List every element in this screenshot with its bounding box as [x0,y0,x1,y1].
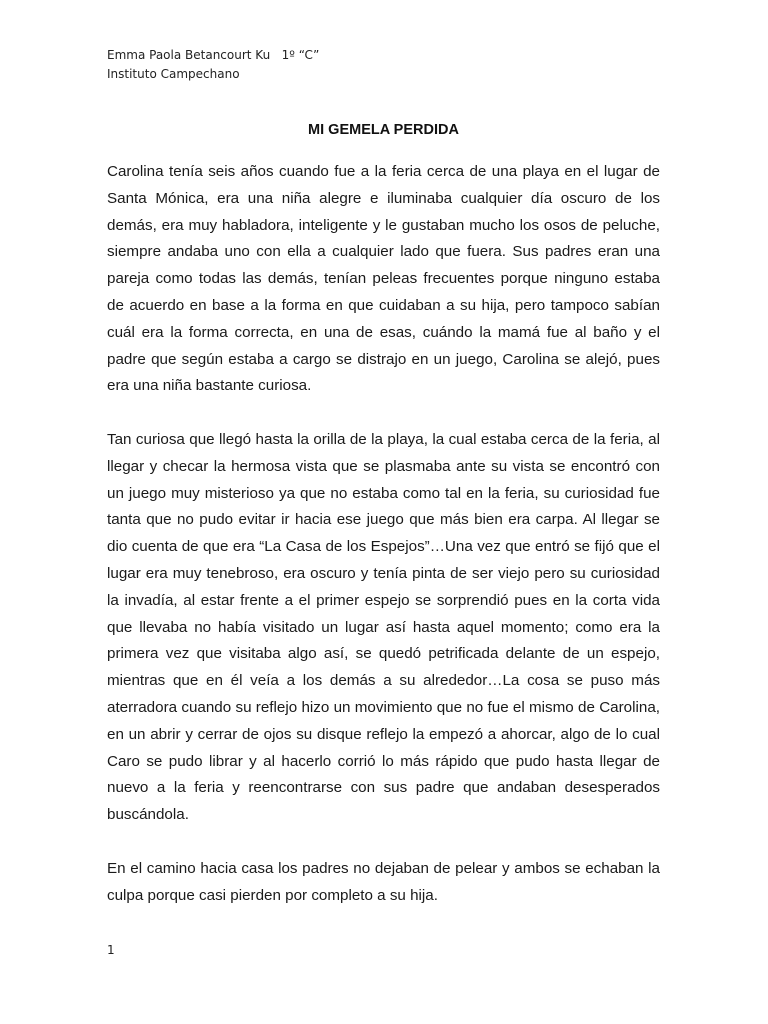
document-title: MI GEMELA PERDIDA [308,122,459,138]
document-body [107,159,660,936]
author-line: Emma Paola Betancourt Ku 1º “C” [107,48,320,62]
paragraph-1: Carolina tenía seis años cuando fue a la feria cerca de una playa en el lugar de Santa Mónica, era una niña alegre e iluminaba cualquier día oscuro de los demás, era muy habladora, inteligente y le gustaban mucho los osos de peluche, siempre andaba uno con ella a cualquier lado que fuera. Sus padres eran una pareja como todas las demás, tenían peleas frecuentes porque ninguno estaba de acuerdo en base a la forma en que cuidaban a su hija, pero tampoco sabían cuál era la forma correcta, en una de esas, cuándo la mamá fue al baño y el padre que según estaba a cargo se distrajo en un juego, Carolina se alejó, pues era una niña bastante curiosa. [107,163,660,395]
paragraph-3: En el camino hacia casa los padres no dejaban de pelear y ambos se echaban la culpa porque casi pierden por completo a su hija. [107,859,660,904]
institution-line: Instituto Campechano [107,67,240,81]
page-number: 1 [107,943,115,957]
paragraph-2: Tan curiosa que llegó hasta la orilla de la playa, la cual estaba cerca de la feria, al llegar y checar la hermosa vista que se plasmaba ante su vista se encontró con un juego muy misterioso ya que no estaba como tal en la feria, su curiosidad fue tanta que no pudo evitar ir hacia ese juego que más bien era carpa. Al llegar se dio cuenta de que era “La Casa de los Espejos”…Una vez que entró se fijó que el lugar era muy tenebroso, era oscuro y tenía pinta de ser viejo pero su curiosidad la invadía, al estar frente a el primer espejo se sorprendió pues en la corta vida que llevaba no había visitado un lugar así hasta aquel momento; como era la primera vez que visitaba algo así, se quedó petrificada delante de un espejo, mientras que en él veía a los demás a su alrededor…La cosa se puso más aterradora cuando su reflejo hizo un movimiento que no fue el mismo de Carolina, en un abrir y cerrar de ojos su disque reflejo la empezó a ahorcar, algo de lo cual Caro se pudo librar y al hacerlo corrió lo más rápido que pudo hasta llegar de nuevo a la feria y reencontrarse con sus padre que andaban desesperados buscándola. [107,430,660,824]
page-header [107,46,319,84]
